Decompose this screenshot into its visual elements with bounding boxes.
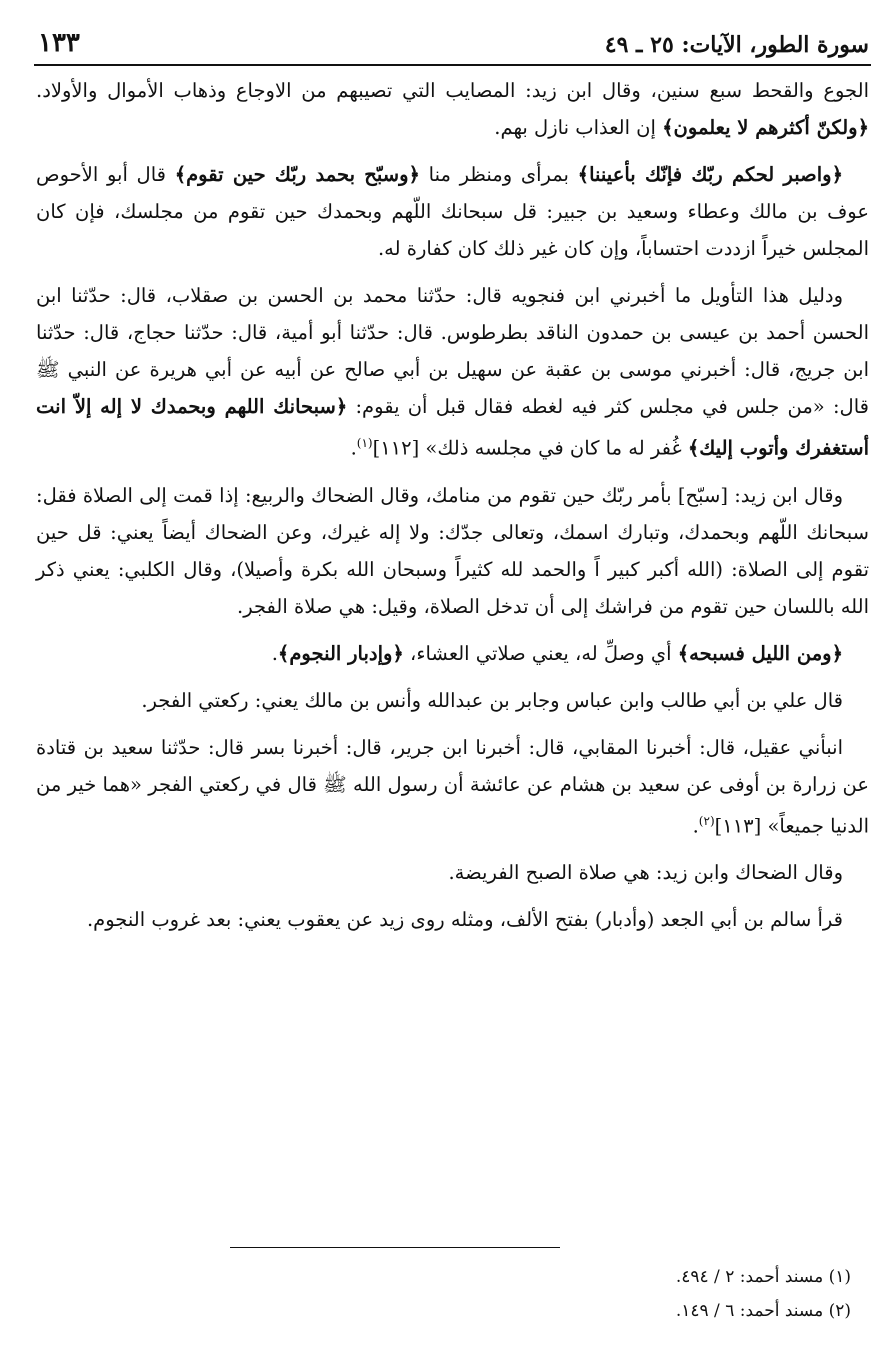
text-run: أي وصلِّ له، يعني صلاتي العشاء،	[403, 641, 678, 665]
paragraph	[36, 901, 869, 938]
footnote-marker: (٢)	[698, 813, 715, 828]
quran-quote: ﴿واصبر لحكم ربّك فإنّك بأعيننا﴾	[577, 163, 843, 186]
paragraph	[36, 156, 869, 267]
text-run: انبأني عقيل، قال: أخبرنا المقابي، قال: أخبرنا ابن جرير، قال: أخبرنا بسر قال: حدّثنا سعيد بن قتادة عن زرارة بن أوفى عن سعيد بن هشام عن عائشة أن رسول الله ﷺ قال في ركعتي الفجر «هما خير من الدنيا جميعاً» [١١٣]	[36, 735, 869, 837]
footnote-2: (٢) مسند أحمد: ٦ / ١٤٩.	[675, 1301, 851, 1321]
page-number: ١٣٣	[38, 28, 80, 58]
text-run: إن العذاب نازل بهم.	[494, 116, 663, 139]
paragraph	[36, 729, 869, 845]
text-run: وقال الضحاك وابن زيد: هي صلاة الصبح الفريضة.	[448, 861, 843, 884]
text-run: قال علي بن أبي طالب وابن عباس وجابر بن عبدالله وأنس بن مالك يعني: ركعتي الفجر.	[141, 688, 843, 712]
text-run: .	[350, 436, 357, 460]
main-text	[36, 72, 869, 948]
quran-quote: ﴿سبحانك اللهم وبحمدك لا إله إلاّ انت أستغفرك وأتوب إليك﴾	[36, 395, 869, 460]
quran-quote: ﴿وإدبار النجوم﴾	[277, 641, 404, 665]
footnote-rule	[230, 1247, 560, 1248]
footnotes	[676, 1260, 851, 1328]
paragraph	[36, 682, 869, 719]
text-run: وقال ابن زيد: [سبّح] بأمر ربّك حين تقوم من منامك، وقال الضحاك والربيع: إذا قمت إلى الصلاة فقل: سبحانك اللّهم وبحمدك، وتبارك اسمك، وتعالى جدّك: ولا إله غيرك، وعن الضحاك أيضاً يعني: قل حين تقوم إلى الصلاة: (الله أكبر كبير اً والحمد لله كثيراً وسبحان الله بكرة وأصيلا)، وقال الكلبي: يعني ذكر الله باللسان حين تقوم من فراشك إلى أن تدخل الصلاة، وقيل: هي صلاة الفجر.	[36, 483, 869, 618]
text-run: بمرأى ومنظر منا	[419, 163, 578, 186]
running-title: سورة الطور، الآيات: ٢٥ ـ ٤٩	[604, 32, 869, 58]
paragraph	[36, 635, 869, 672]
quran-quote: ﴿وسبّح بحمد ربّك حين تقوم﴾	[174, 163, 420, 186]
text-run: الجوع والقحط سبع سنين، وقال ابن زيد: المصايب التي تصيبهم من الاوجاع وذهاب الأموال والأولاد.	[36, 79, 869, 102]
footnote-marker: (١)	[356, 436, 373, 450]
paragraph	[36, 72, 869, 146]
paragraph	[36, 854, 869, 891]
quran-quote: ﴿ومن الليل فسبحه﴾	[677, 641, 843, 665]
text-run: .	[271, 641, 278, 665]
header-rule	[34, 64, 871, 66]
page-header	[38, 18, 869, 58]
text-run: ودليل هذا التأويل ما أخبرني ابن فنجويه قال: حدّثنا محمد بن الحسن بن صقلاب، قال: حدّثنا ابن الحسن أحمد بن عيسى بن حمدون الناقد بطرطوس. قال: حدّثنا أبو أمية، قال: حدّثنا حجاج، قال: حدّثنا ابن جريج، قال: أخبرني موسى بن عقبة عن سهيل بن أبي صالح عن أبيه عن أبي هريرة عن النبي ﷺ قال: «من جلس في مجلس كثر فيه لغطه فقال قبل أن يقوم:	[36, 284, 869, 418]
paragraph	[36, 477, 869, 625]
footnote-1: (١) مسند أحمد: ٢ / ٤٩٤.	[675, 1267, 851, 1287]
text-run: .	[692, 814, 699, 837]
text-run: قرأ سالم بن أبي الجعد (وأدبار) بفتح الألف، ومثله روى زيد عن يعقوب يعني: بعد غروب النجوم.	[86, 908, 843, 931]
text-run: قال أبو الأحوص عوف بن مالك وعطاء وسعيد بن جبير: قل سبحانك اللّهم وبحمدك حين تقوم من مجلسك، فإن كان المجلس خيراً ازددت احتساباً، وإن كان غير ذلك كان كفارة له.	[36, 163, 869, 260]
quran-quote: ﴿ولكنّ أكثرهم لا يعلمون﴾	[662, 116, 869, 139]
text-run: غُفر له ما كان في مجلسه ذلك» [١١٢]	[372, 436, 688, 460]
paragraph	[36, 277, 869, 467]
